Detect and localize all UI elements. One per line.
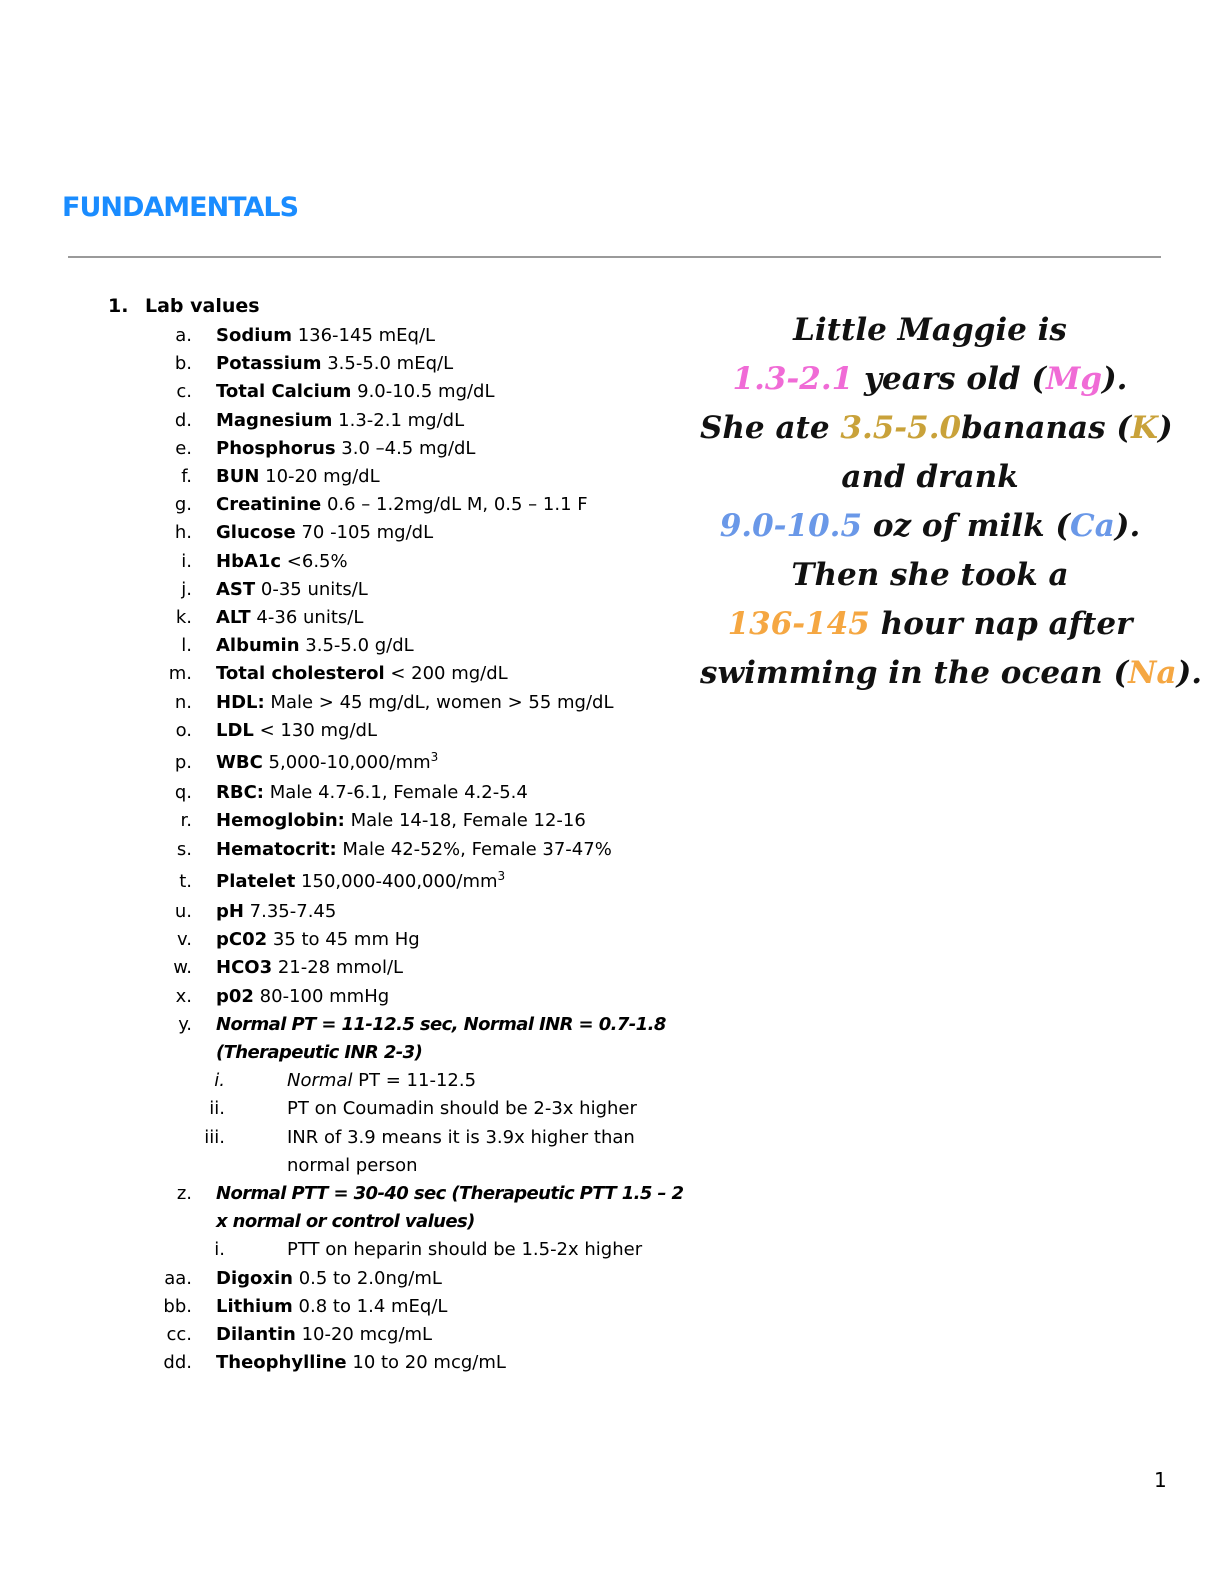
list-marker: z. (176, 1183, 192, 1204)
ptt-line-2: x normal or control values) (216, 1211, 475, 1233)
lab-value: 9.0-10.5 mg/dL (351, 381, 495, 403)
list-item-text (216, 717, 377, 745)
mnemonic-line-8 (700, 649, 1203, 698)
page-number: 1 (1154, 1468, 1167, 1492)
list-item-text (216, 749, 438, 777)
list-marker: aa. (164, 1267, 192, 1289)
mnemonic-line-5 (700, 502, 1160, 551)
mnemonic-box (700, 306, 1203, 698)
ptt-line-1: Normal PTT = 30-40 sec (Therapeutic PTT 1.5 – 2 (216, 1183, 684, 1204)
lab-value: < 200 mg/dL (384, 663, 508, 685)
list-item-text (216, 548, 348, 576)
sub-marker: ii. (209, 1098, 225, 1120)
lab-name: Total Calcium (216, 381, 352, 403)
lab-name: Digoxin (216, 1267, 293, 1289)
mg-range: 1.3-2.1 (732, 361, 854, 397)
list-marker: y. (178, 1013, 192, 1035)
lab-value: Male 42-52%, Female 37-47% (336, 838, 612, 860)
lab-value: 35 to 45 mm Hg (267, 929, 420, 951)
lab-name: BUN (216, 466, 260, 487)
sub-marker: i. (214, 1070, 225, 1092)
lab-value: 10-20 mg/dL (259, 466, 380, 487)
list-marker: f. (181, 466, 192, 487)
lab-name: pH (216, 901, 244, 922)
lab-name: Platelet (216, 870, 296, 892)
sub-text: INR of 3.9 means it is 3.9x higher than (287, 1126, 635, 1148)
sub-text: PTT on heparin should be 1.5-2x higher (287, 1239, 643, 1261)
ca-range: 9.0-10.5 (719, 508, 863, 544)
lab-name: Glucose (216, 522, 296, 544)
lab-value: 1.3-2.1 mg/dL (332, 409, 465, 431)
lab-value: 21-28 mmol/L (272, 957, 404, 979)
list-item-text (216, 491, 588, 519)
list-marker: r. (180, 810, 192, 832)
lab-name: HDL: (216, 691, 265, 713)
list-marker: n. (174, 691, 192, 713)
lab-name: Lithium (216, 1295, 293, 1317)
list-item-text (216, 576, 368, 604)
list-marker: e. (175, 437, 192, 459)
lab-name: Dilantin (216, 1324, 296, 1345)
list-item-text (216, 519, 433, 547)
list-item-text (216, 463, 380, 491)
mnemonic-text: ). (1102, 361, 1128, 397)
lab-name: WBC (216, 752, 263, 773)
mnemonic-text: bananas ( (961, 410, 1132, 446)
sub-item-text (287, 1124, 635, 1152)
list-marker: l. (181, 635, 192, 657)
list-item-text (216, 779, 528, 807)
mnemonic-text: ). (1114, 508, 1141, 544)
mg-symbol: Mg (1046, 361, 1103, 397)
lab-value: Male > 45 mg/dL, women > 55 mg/dL (264, 691, 614, 713)
list-marker: d. (174, 409, 192, 431)
lab-name: Hematocrit: (216, 838, 337, 860)
list-item-text (216, 807, 586, 835)
list-marker: dd. (163, 1352, 192, 1374)
horizontal-divider (68, 256, 1161, 258)
lab-value: 0-35 units/L (255, 578, 368, 600)
section-heading (108, 292, 260, 320)
mnemonic-line-2 (700, 355, 1160, 404)
list-marker: a. (175, 325, 192, 346)
sub-item-text (287, 1095, 637, 1123)
list-item-text (216, 983, 389, 1011)
lab-value: 150,000-400,000/mm (295, 870, 498, 892)
k-range: 3.5-5.0 (840, 410, 962, 446)
lab-value: 0.5 to 2.0ng/mL (292, 1267, 442, 1289)
list-marker: c. (176, 381, 192, 403)
lab-value: 4-36 units/L (250, 607, 364, 628)
lab-name: Hemoglobin: (216, 810, 345, 832)
mnemonic-text: oz of milk ( (862, 508, 1071, 544)
list-marker: o. (175, 719, 192, 741)
list-item-text (216, 868, 505, 896)
mnemonic-text: She ate (700, 410, 841, 446)
list-item-text (216, 378, 495, 406)
list-item-text (216, 689, 614, 717)
sub-marker: iii. (204, 1126, 225, 1148)
lab-value: 0.8 to 1.4 mEq/L (292, 1295, 448, 1317)
lab-name: Albumin (216, 635, 300, 657)
list-item-text (216, 350, 453, 378)
lab-name: pC02 (216, 929, 268, 951)
list-marker: w. (173, 957, 192, 979)
list-marker: h. (174, 522, 192, 544)
list-marker: m. (168, 663, 192, 685)
list-marker: x. (175, 985, 192, 1007)
na-symbol: Na (1128, 655, 1177, 691)
page-title: FUNDAMENTALS (62, 192, 299, 223)
lab-name: Sodium (216, 325, 292, 346)
section-number: 1. (108, 295, 129, 317)
lab-value: 3.5-5.0 mEq/L (321, 353, 454, 375)
mnemonic-text: ). (1176, 655, 1203, 691)
list-marker: cc. (166, 1324, 192, 1345)
lab-name: AST (216, 578, 256, 600)
lab-value: 7.35-7.45 (243, 901, 337, 922)
lab-value: Male 14-18, Female 12-16 (344, 810, 586, 832)
lab-value: Male 4.7-6.1, Female 4.2-5.4 (264, 782, 528, 804)
list-marker: p. (174, 752, 192, 773)
sub-text: normal person (287, 1154, 418, 1176)
list-marker: j. (181, 578, 192, 600)
mnemonic-text: years old ( (853, 361, 1047, 397)
mnemonic-line-3 (700, 404, 1173, 453)
list-item-text (216, 1321, 432, 1349)
list-marker: s. (176, 838, 192, 860)
lab-name: Creatinine (216, 494, 322, 516)
lab-value: 0.6 – 1.2mg/dL M, 0.5 – 1.1 F (321, 494, 588, 516)
list-marker: v. (177, 929, 192, 951)
list-item-text (216, 322, 435, 350)
italic-word: Normal (287, 1070, 353, 1092)
lab-value: 80-100 mmHg (253, 985, 390, 1007)
list-item-text (216, 1293, 447, 1321)
superscript: 3 (430, 750, 439, 764)
list-item-text (216, 836, 612, 864)
k-symbol: K (1131, 410, 1158, 446)
list-marker: q. (174, 782, 192, 804)
ca-symbol: Ca (1070, 508, 1115, 544)
mnemonic-text: swimming in the ocean ( (700, 655, 1129, 691)
list-item-text (216, 435, 475, 463)
lab-name: Magnesium (216, 409, 333, 431)
mnemonic-line-6: Then she took a (791, 557, 1069, 593)
section-label: Lab values (145, 295, 260, 317)
pt-line-1: Normal PT = 11-12.5 sec, Normal INR = 0.7-1.8 (216, 1013, 666, 1035)
list-item-text (216, 660, 508, 688)
sub-text: PT = 11-12.5 (352, 1070, 477, 1092)
lab-name: RBC: (216, 782, 264, 804)
lab-name: Theophylline (216, 1352, 347, 1374)
lab-name: ALT (216, 607, 251, 628)
list-marker: bb. (163, 1295, 192, 1317)
lab-name: p02 (216, 985, 254, 1007)
list-item-text (216, 954, 403, 982)
lab-name: LDL (216, 719, 254, 741)
list-item-text (216, 407, 464, 435)
sub-item-text (287, 1236, 642, 1264)
mnemonic-text: hour nap after (869, 606, 1133, 642)
list-marker: u. (174, 901, 192, 922)
mnemonic-line-4: and drank (841, 459, 1019, 495)
mnemonic-line-7 (700, 600, 1160, 649)
na-range: 136-145 (727, 606, 870, 642)
sub-item-text (287, 1152, 418, 1180)
lab-value: 10-20 mcg/mL (295, 1324, 433, 1345)
lab-name: Potassium (216, 353, 322, 375)
list-item-text (216, 1265, 442, 1293)
lab-value: 3.0 –4.5 mg/dL (335, 437, 476, 459)
list-marker: t. (179, 870, 192, 892)
lab-name: HCO3 (216, 957, 273, 979)
list-item-text (216, 1349, 506, 1377)
superscript: 3 (497, 868, 506, 883)
list-item-text (216, 632, 414, 660)
lab-value: 3.5-5.0 g/dL (299, 635, 414, 657)
lab-value: 10 to 20 mcg/mL (346, 1352, 506, 1374)
pt-line-2: (Therapeutic INR 2-3) (216, 1042, 423, 1063)
lab-name: HbA1c (216, 550, 282, 572)
sub-item-text (287, 1067, 476, 1095)
mnemonic-text: ) (1158, 410, 1173, 446)
lab-value: 70 -105 mg/dL (295, 522, 434, 544)
mnemonic-line-1: Little Maggie is (793, 312, 1067, 348)
list-marker: k. (175, 607, 192, 628)
list-item-text (216, 926, 420, 954)
list-marker: b. (174, 353, 192, 375)
sub-text: PT on Coumadin should be 2-3x higher (287, 1098, 637, 1120)
lab-value: < 130 mg/dL (253, 719, 377, 741)
lab-value: 136-145 mEq/L (291, 325, 436, 346)
list-marker: g. (174, 494, 192, 516)
list-marker: i. (181, 550, 192, 572)
list-item-text (216, 898, 336, 926)
sub-marker: i. (214, 1239, 225, 1261)
lab-name: Total cholesterol (216, 663, 385, 685)
lab-value: <6.5% (281, 550, 348, 572)
list-item-text (216, 604, 363, 632)
lab-value: 5,000-10,000/mm (262, 752, 431, 773)
lab-name: Phosphorus (216, 437, 336, 459)
